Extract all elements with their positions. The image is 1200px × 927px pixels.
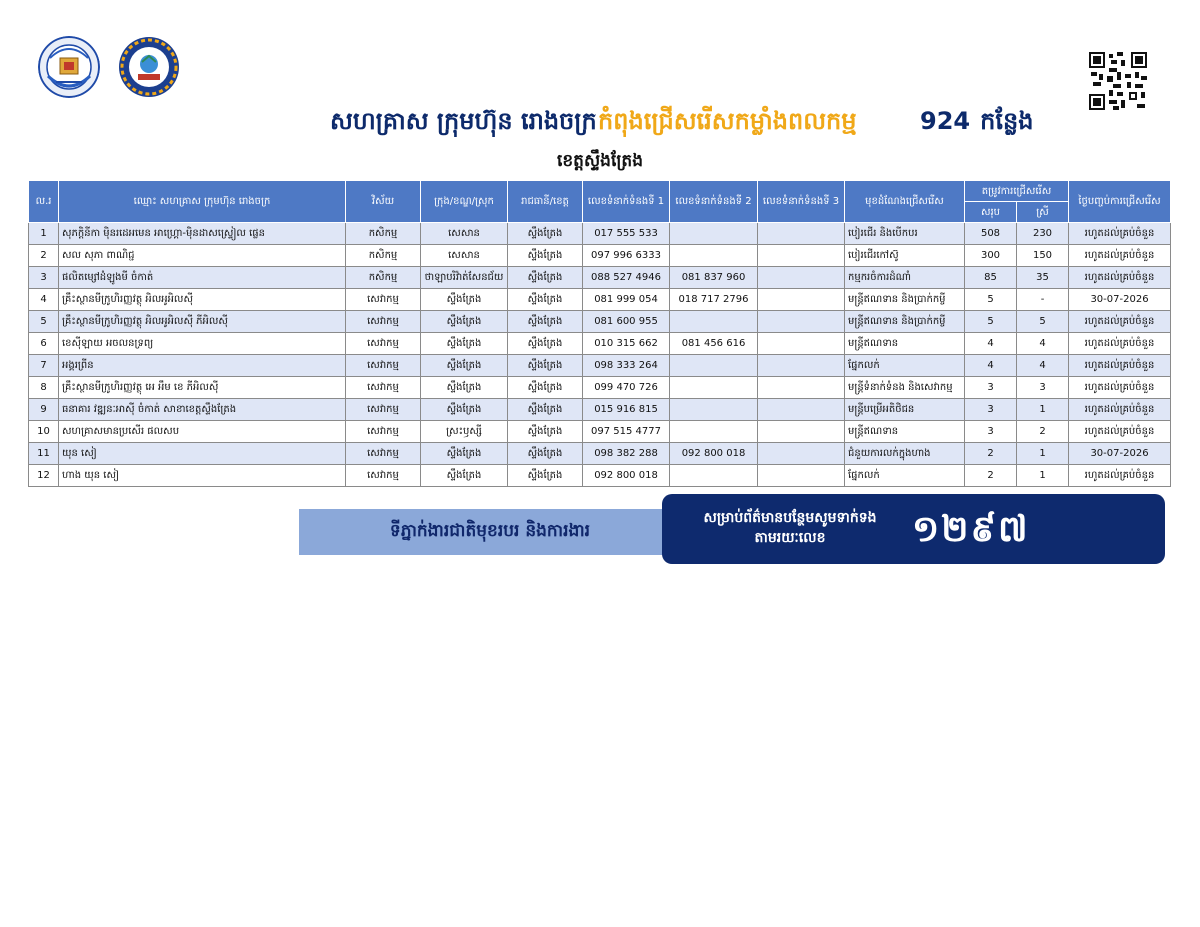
cell-deadline: រហូតដល់គ្រប់ចំនួន (1069, 465, 1171, 487)
cell-position: ផ្នែកលក់ (845, 355, 965, 377)
header-district: ក្រុង/ខណ្ឌ/ស្រុក (421, 181, 508, 223)
cell-phone3 (758, 333, 845, 355)
cell-phone1: 010 315 662 (583, 333, 670, 355)
cell-no: 2 (29, 245, 59, 267)
cell-female: 1 (1017, 465, 1069, 487)
cell-district: ស្ទឹងត្រែង (421, 311, 508, 333)
cell-district: ស្ទឹងត្រែង (421, 333, 508, 355)
cell-no: 9 (29, 399, 59, 421)
cell-total: 5 (965, 311, 1017, 333)
cell-phone3 (758, 399, 845, 421)
cell-phone3 (758, 377, 845, 399)
cell-phone1: 015 916 815 (583, 399, 670, 421)
cell-sector: សេវាកម្ម (346, 421, 421, 443)
cell-district: ស្ទឹងត្រែង (421, 443, 508, 465)
cell-name: គ្រឹះស្ថានមីក្រូហិរញ្ញវត្ថុ អេ អឹម ខេ ភីអិលស៊ី (59, 377, 346, 399)
cell-female: 4 (1017, 333, 1069, 355)
header-sector: វិស័យ (346, 181, 421, 223)
cell-phone1: 081 600 955 (583, 311, 670, 333)
cell-name: គ្រឹះស្ថានមីក្រូហិរញ្ញវត្ថុ អិលអូអិលស៊ី (59, 289, 346, 311)
contact-number: ១២៩៧ (912, 509, 1030, 550)
table-row (29, 267, 1171, 289)
cell-phone1: 097 996 6333 (583, 245, 670, 267)
cell-phone1: 088 527 4946 (583, 267, 670, 289)
cell-sector: សេវាកម្ម (346, 333, 421, 355)
table-row (29, 399, 1171, 421)
cell-position: ជំនួយការលក់ក្នុងហាង (845, 443, 965, 465)
cell-total: 3 (965, 399, 1017, 421)
cell-province: ស្ទឹងត្រែង (508, 223, 583, 245)
job-table-body (29, 223, 1171, 487)
cell-phone1: 097 515 4777 (583, 421, 670, 443)
cell-position: មន្ត្រីឥណទាន (845, 333, 965, 355)
cell-phone1: 099 470 726 (583, 377, 670, 399)
cell-province: ស្ទឹងត្រែង (508, 421, 583, 443)
cell-no: 7 (29, 355, 59, 377)
cell-female: 2 (1017, 421, 1069, 443)
cell-phone2: 018 717 2796 (670, 289, 758, 311)
cell-district: ស្ទឹងត្រែង (421, 399, 508, 421)
cell-phone2 (670, 421, 758, 443)
cell-province: ស្ទឹងត្រែង (508, 399, 583, 421)
cell-province: ស្ទឹងត្រែង (508, 377, 583, 399)
cell-position: បៀរជើរកៅស៊ូ (845, 245, 965, 267)
cell-phone2 (670, 311, 758, 333)
table-row (29, 355, 1171, 377)
cell-sector: សេវាកម្ម (346, 377, 421, 399)
contact-text: សម្រាប់ព័ត៌មានបន្ថែមសូមទាក់ទងតាមរយៈលេខ (703, 510, 877, 546)
cell-deadline: រហូតដល់គ្រប់ចំនួន (1069, 267, 1171, 289)
cell-deadline: រហូតដល់គ្រប់ចំនួន (1069, 377, 1171, 399)
cell-phone2: 092 800 018 (670, 443, 758, 465)
cell-phone3 (758, 355, 845, 377)
header-phone3: លេខទំនាក់ទំនងទី 3 (758, 181, 845, 223)
cell-province: ស្ទឹងត្រែង (508, 311, 583, 333)
cell-name: ធនាគារ វឌ្ឍនៈអាស៊ី ចំកាត់ សាខាខេត្តស្ទឹងត្រែង (59, 399, 346, 421)
cell-female: 230 (1017, 223, 1069, 245)
total-count-number: 924 (920, 107, 971, 135)
cell-deadline: រហូតដល់គ្រប់ចំនួន (1069, 223, 1171, 245)
cell-no: 12 (29, 465, 59, 487)
header-province: រាជធានី/ខេត្ត (508, 181, 583, 223)
cell-phone3 (758, 267, 845, 289)
cell-female: 5 (1017, 311, 1069, 333)
table-row (29, 465, 1171, 487)
cell-province: ស្ទឹងត្រែង (508, 465, 583, 487)
cell-name: ហាង យុន សៀ (59, 465, 346, 487)
cell-phone3 (758, 311, 845, 333)
cell-female: 3 (1017, 377, 1069, 399)
header-deadline: ថ្ងៃបញ្ចប់ការជ្រើសរើស (1069, 181, 1171, 223)
header-position: មុខដំណែងជ្រើសរើស (845, 181, 965, 223)
nea-emblem-logo (38, 36, 100, 98)
cell-phone3 (758, 421, 845, 443)
cell-phone1: 092 800 018 (583, 465, 670, 487)
cell-phone2: 081 456 616 (670, 333, 758, 355)
cell-name: សុភក្តិនីកា ម៉ិនរដេអមេន អាហ្គ្រោ-ម៉ិនដាសស្ទ្រៀល ផ្លេន (59, 223, 346, 245)
cell-phone3 (758, 223, 845, 245)
cell-province: ស្ទឹងត្រែង (508, 355, 583, 377)
cell-total: 4 (965, 355, 1017, 377)
cell-total: 5 (965, 289, 1017, 311)
job-table (28, 180, 1171, 487)
cell-no: 1 (29, 223, 59, 245)
table-row (29, 223, 1171, 245)
table-row (29, 289, 1171, 311)
cell-phone2 (670, 355, 758, 377)
cell-total: 3 (965, 421, 1017, 443)
header-phone1: លេខទំនាក់ទំនងទី 1 (583, 181, 670, 223)
cell-phone1: 098 333 264 (583, 355, 670, 377)
cell-total: 2 (965, 465, 1017, 487)
cell-total: 300 (965, 245, 1017, 267)
cell-phone1: 081 999 054 (583, 289, 670, 311)
cell-phone1: 098 382 288 (583, 443, 670, 465)
cell-position: កម្មករចំការដំណាំ (845, 267, 965, 289)
cell-deadline: រហូតដល់គ្រប់ចំនួន (1069, 421, 1171, 443)
cell-phone2 (670, 399, 758, 421)
cell-female: 1 (1017, 443, 1069, 465)
cell-province: ស្ទឹងត្រែង (508, 443, 583, 465)
cell-name: សហគ្រាសមានប្រសើរ ផលសប (59, 421, 346, 443)
cell-position: មន្ត្រីទំនាក់ទំនង និងសេវាកម្ម (845, 377, 965, 399)
total-count-unit: កន្លែង (980, 107, 1034, 135)
province-heading: ខេត្តស្ទឹងត្រែង (557, 151, 643, 171)
cell-sector: សេវាកម្ម (346, 289, 421, 311)
table-row (29, 421, 1171, 443)
header-need: តម្រូវការជ្រើសរើស (965, 181, 1069, 202)
cell-sector: កសិកម្ម (346, 223, 421, 245)
cell-position: មន្ត្រីឥណទាន និងប្រាក់កម្ចី (845, 311, 965, 333)
cell-deadline: រហូតដល់គ្រប់ចំនួន (1069, 355, 1171, 377)
contact-banner (662, 494, 1165, 564)
cell-female: - (1017, 289, 1069, 311)
cell-total: 508 (965, 223, 1017, 245)
cell-no: 3 (29, 267, 59, 289)
qr-code-icon (1089, 52, 1147, 110)
cell-district: ស្ទឹងត្រែង (421, 377, 508, 399)
cell-position: ផ្នែកលក់ (845, 465, 965, 487)
cell-district: ស្ទឹងត្រែង (421, 289, 508, 311)
cell-name: ផលិតម្សៅដំឡូងមី ចំកាត់ (59, 267, 346, 289)
cell-phone3 (758, 289, 845, 311)
cell-position: មន្ត្រីបម្រើអតិថិជន (845, 399, 965, 421)
table-row (29, 377, 1171, 399)
title-main: សហគ្រាស ក្រុមហ៊ុន រោងចក្រ (330, 107, 597, 135)
cell-phone2 (670, 223, 758, 245)
cell-position: មន្ត្រីឥណទាន និងប្រាក់កម្ចី (845, 289, 965, 311)
cell-district: ស្ទឹងត្រែង (421, 465, 508, 487)
cell-phone2 (670, 465, 758, 487)
cell-position: បៀរជើរ និងបើកបរ (845, 223, 965, 245)
cell-sector: សេវាកម្ម (346, 399, 421, 421)
cell-deadline: រហូតដល់គ្រប់ចំនួន (1069, 399, 1171, 421)
cell-deadline: 30-07-2026 (1069, 443, 1171, 465)
cell-no: 11 (29, 443, 59, 465)
cell-total: 3 (965, 377, 1017, 399)
cell-no: 6 (29, 333, 59, 355)
cell-phone2 (670, 245, 758, 267)
cell-district: សេសាន (421, 223, 508, 245)
cell-sector: កសិកម្ម (346, 245, 421, 267)
cell-province: ស្ទឹងត្រែង (508, 289, 583, 311)
cell-district: ស្ទឹងត្រែង (421, 355, 508, 377)
cell-female: 150 (1017, 245, 1069, 267)
table-row (29, 311, 1171, 333)
cell-name: សល សុភា ពាណិជ្ជ (59, 245, 346, 267)
cell-total: 4 (965, 333, 1017, 355)
cell-deadline: រហូតដល់គ្រប់ចំនួន (1069, 245, 1171, 267)
header-female: ស្រី (1017, 202, 1069, 223)
cell-female: 1 (1017, 399, 1069, 421)
cell-deadline: រហូតដល់គ្រប់ចំនួន (1069, 311, 1171, 333)
cell-district: ថាឡាបរិវ៉ាត់សែនជ័យ (421, 267, 508, 289)
table-row (29, 333, 1171, 355)
cell-sector: សេវាកម្ម (346, 355, 421, 377)
title-hiring: កំពុងជ្រើសរើសកម្លាំងពលកម្ម (598, 107, 857, 135)
cell-district: សេសាន (421, 245, 508, 267)
header-phone2: លេខទំនាក់ទំនងទី 2 (670, 181, 758, 223)
cell-no: 5 (29, 311, 59, 333)
cell-district: ស្រះឫស្សី (421, 421, 508, 443)
cell-total: 85 (965, 267, 1017, 289)
cell-position: មន្ត្រីឥណទាន (845, 421, 965, 443)
cell-sector: កសិកម្ម (346, 267, 421, 289)
cell-sector: សេវាកម្ម (346, 443, 421, 465)
ministry-banner: ទីភ្នាក់ងារជាតិមុខរបរ និងការងារ (299, 509, 681, 555)
cell-female: 35 (1017, 267, 1069, 289)
cell-female: 4 (1017, 355, 1069, 377)
cell-phone2: 081 837 960 (670, 267, 758, 289)
cell-phone3 (758, 245, 845, 267)
header-total: សរុប (965, 202, 1017, 223)
cell-province: ស្ទឹងត្រែង (508, 267, 583, 289)
cell-province: ស្ទឹងត្រែង (508, 245, 583, 267)
cell-name: អង្គរព្រីន (59, 355, 346, 377)
cell-name: គ្រឹះស្ថានមីក្រូហិរញ្ញវត្ថុ អិលអូអិលស៊ី ភីអិលស៊ី (59, 311, 346, 333)
cell-phone2 (670, 377, 758, 399)
cell-deadline: រហូតដល់គ្រប់ចំនួន (1069, 333, 1171, 355)
header-no: ល.រ (29, 181, 59, 223)
header-name: ឈ្មោះ សហគ្រាស ក្រុមហ៊ុន រោងចក្រ (59, 181, 346, 223)
cell-phone3 (758, 443, 845, 465)
cell-name: ខេស៊ីឡាយ អចលនទ្រព្យ (59, 333, 346, 355)
total-count (920, 106, 1033, 141)
cell-no: 10 (29, 421, 59, 443)
table-row (29, 245, 1171, 267)
cell-name: យុន សៀ (59, 443, 346, 465)
gear-seal-logo (118, 36, 180, 98)
cell-total: 2 (965, 443, 1017, 465)
cell-deadline: 30-07-2026 (1069, 289, 1171, 311)
cell-no: 8 (29, 377, 59, 399)
title-row (0, 106, 1200, 142)
cell-sector: សេវាកម្ម (346, 311, 421, 333)
cell-no: 4 (29, 289, 59, 311)
cell-phone1: 017 555 533 (583, 223, 670, 245)
cell-phone3 (758, 465, 845, 487)
table-row (29, 443, 1171, 465)
cell-sector: សេវាកម្ម (346, 465, 421, 487)
cell-province: ស្ទឹងត្រែង (508, 333, 583, 355)
